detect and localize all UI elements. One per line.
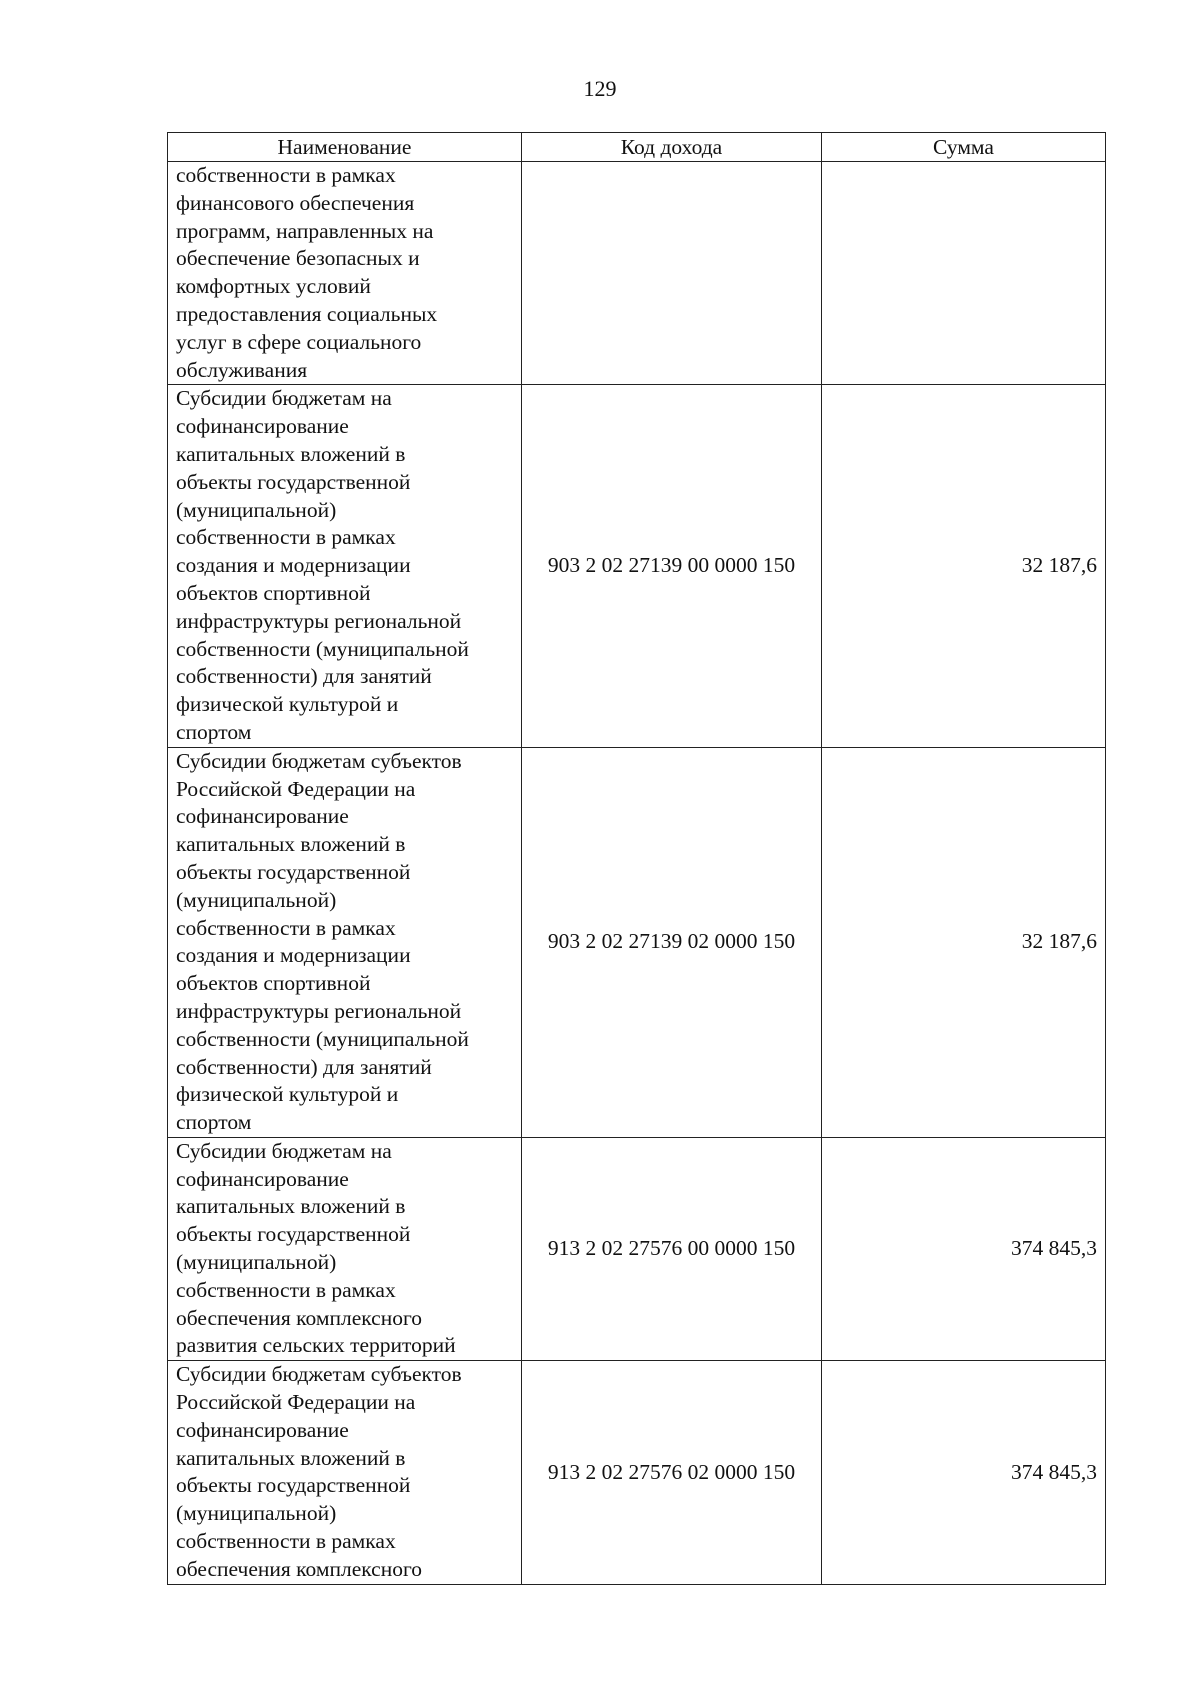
- row-sum-cell: 32 187,6: [822, 385, 1106, 747]
- row-name-cell: Субсидии бюджетам субъектов Российской Федерации на софинансирование капитальных вложений в объекты государственной (муниципальной) собственности в рамках обеспечения комплексного: [168, 1361, 522, 1584]
- row-name-cell: Субсидии бюджетам на софинансирование капитальных вложений в объекты государственной (муниципальной) собственности в рамках обеспечения комплексного развития сельских территорий: [168, 1137, 522, 1360]
- row-sum-cell: 374 845,3: [822, 1361, 1106, 1584]
- row-code-cell: 903 2 02 27139 00 0000 150: [522, 385, 822, 747]
- column-header-sum: Сумма: [822, 133, 1106, 162]
- table-row: [168, 1361, 1106, 1584]
- column-header-code: Код дохода: [522, 133, 822, 162]
- row-name-cell: собственности в рамках финансового обеспечения программ, направленных на обеспечение безопасных и комфортных условий предоставления социальных услуг в сфере социального обслуживания: [168, 162, 522, 385]
- revenue-table: [167, 132, 1106, 1585]
- row-code-cell: [522, 162, 822, 385]
- column-header-name: Наименование: [168, 133, 522, 162]
- row-code-cell: 913 2 02 27576 02 0000 150: [522, 1361, 822, 1584]
- row-name-cell: Субсидии бюджетам на софинансирование капитальных вложений в объекты государственной (муниципальной) собственности в рамках создания и модернизации объектов спортивной инфраструктуры региональной собственности (муниципальной собственности) для занятий физической культурой и спортом: [168, 385, 522, 747]
- table-row: [168, 747, 1106, 1137]
- row-name-cell: Субсидии бюджетам субъектов Российской Федерации на софинансирование капитальных вложений в объекты государственной (муниципальной) собственности в рамках создания и модернизации объектов спортивной инфраструктуры региональной собственности (муниципальной собственности) для занятий физической культурой и спортом: [168, 747, 522, 1137]
- table-row: [168, 162, 1106, 385]
- row-sum-cell: 374 845,3: [822, 1137, 1106, 1360]
- table-row: [168, 385, 1106, 747]
- row-code-cell: 913 2 02 27576 00 0000 150: [522, 1137, 822, 1360]
- table-header-row: [168, 133, 1106, 162]
- table-row: [168, 1137, 1106, 1360]
- page-number: 129: [583, 76, 617, 101]
- row-sum-cell: [822, 162, 1106, 385]
- row-sum-cell: 32 187,6: [822, 747, 1106, 1137]
- row-code-cell: 903 2 02 27139 02 0000 150: [522, 747, 822, 1137]
